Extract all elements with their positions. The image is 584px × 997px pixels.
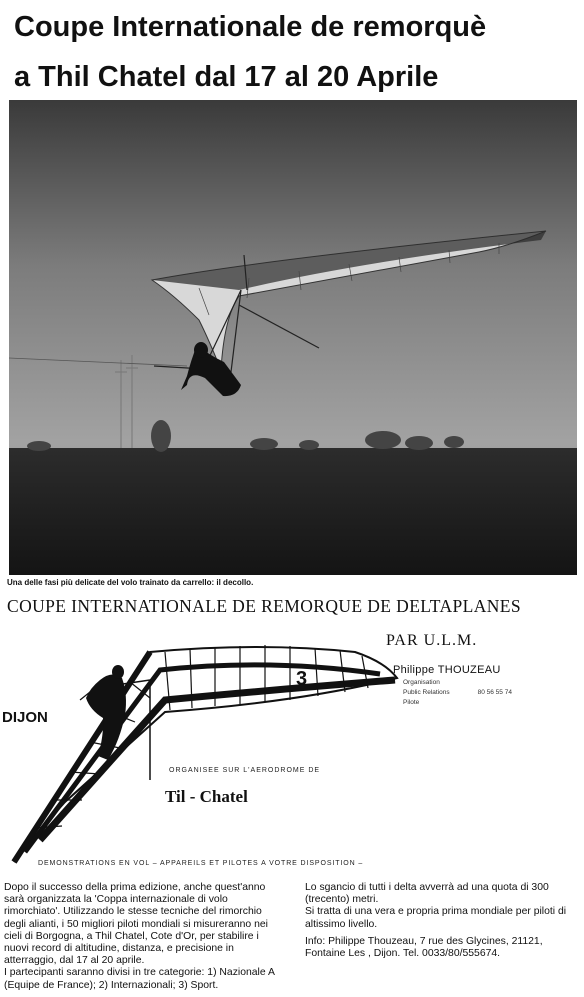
body-paragraph-4: Si tratta di una vera e propria prima mondiale per piloti di altissimo livello.: [305, 906, 567, 930]
public-relations-label: Public Relations: [403, 689, 450, 696]
hang-glider-photo-art: [9, 100, 577, 575]
poster-par-ulm: PAR U.L.M.: [386, 632, 478, 649]
contact-info: Info: Philippe Thouzeau, 7 rue des Glycines, 21121, Fontaine Les , Dijon. Tel. 0033/80/555674.: [305, 935, 543, 960]
organizer-name: Philippe THOUZEAU: [393, 664, 501, 676]
pilot-role: Pilote: [403, 699, 420, 706]
aerodrome-name: Til - Chatel: [165, 787, 248, 806]
demonstrations-line: DEMONSTRATIONS EN VOL – APPAREILS ET PILOTES A VOTRE DISPOSITION –: [38, 860, 364, 867]
aerodrome-label: ORGANISEE SUR L'AERODROME DE: [169, 767, 321, 774]
photo-caption: Una delle fasi più delicate del volo trainato da carrello: il decollo.: [7, 578, 254, 587]
body-paragraph-3: Lo sgancio di tutti i delta avverrà ad una quota di 300 (trecento) metri.: [305, 882, 549, 906]
poster-city: DIJON: [2, 709, 48, 726]
body-paragraph-1: Dopo il successo della prima edizione, anche quest'anno sarà organizzata la 'Coppa internazionale di volo rimorchiato'. Utilizzando le stesse tecniche del rimorchio degli alianti, i 50 migliori piloti mondiali si misureranno nei cieli di Borgogna, a Thil Chatel, Cote d'Or, per stabilire i nuovi record di altitudine, distanza, e precisione in atterraggio, dal 17 al 20 aprile.: [4, 882, 268, 967]
body-paragraph-2: I partecipanti saranno divisi in tre categorie: 1) Nazionale A (Equipe de France); 2) Internazionali; 3) Sport.: [4, 967, 275, 991]
article-title: [14, 2, 580, 102]
article-title-line-1: Coupe Internationale de remorquè: [14, 11, 487, 43]
public-relations-phone: 80 56 55 74: [477, 689, 512, 696]
poster-title: COUPE INTERNATIONALE DE REMORQUE DE DELTAPLANES: [7, 596, 522, 616]
article-body-left: [4, 882, 286, 992]
poster-organizer-block: [393, 664, 583, 706]
poster-glider-number: 3: [296, 668, 308, 690]
hang-glider-photo: [9, 100, 577, 575]
public-relations-row: [393, 689, 583, 696]
article-body-right: [305, 882, 579, 960]
organizer-role: Organisation: [403, 679, 440, 686]
article-title-line-2: a Thil Chatel dal 17 al 20 Aprile: [14, 61, 439, 93]
